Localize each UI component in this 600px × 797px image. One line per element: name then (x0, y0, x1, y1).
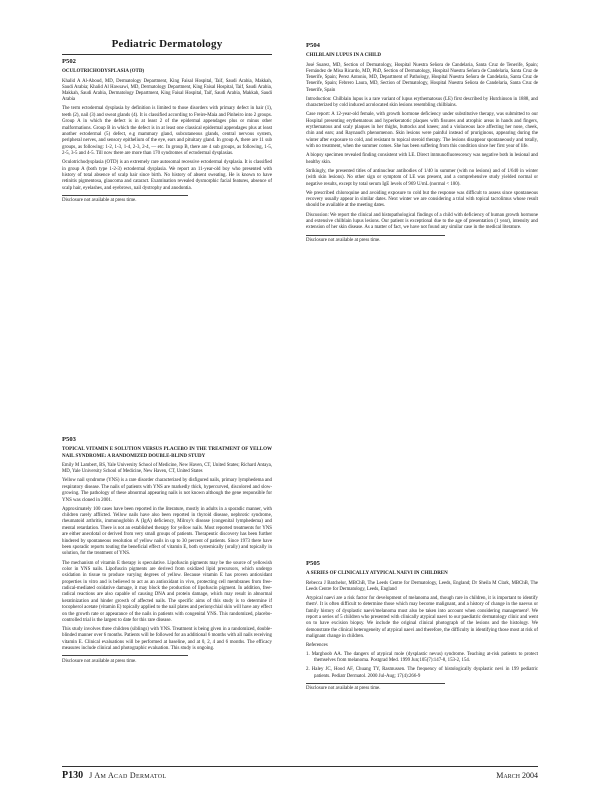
footer-divider (62, 766, 538, 767)
references-heading: References (306, 643, 328, 649)
abstract-paragraph: Strikingly, the presented titles of antinuclear antibodies of 1/40 in summer (with no lesions) and of 1/640 in winter (with skin lesions). No other sign or symptom of LE was present, and a comprehensive study yielded normal or negative results, except by total serum IgE levels of 969 U/mL (normal < 100). (306, 168, 538, 187)
abstract-authors: Khalid A Al-Aboud, MD, Dermatology Department, King Faisal Hospital, Taif, Saudi Arabia, Makkah, Saudi Arabia; Khalid Al Hawsawi, MD, Dermatology Department, King Faisal Hospital, Taif, Saudi Arabia, Makkah, Saudi Arabia, Dermatology Department, King Faisal Hospital, Taif, Saudi Arabia, Makkah, Saudi Arabia (62, 78, 272, 103)
abstract-title: CHILBLAIN LUPUS IN A CHILD (306, 53, 382, 59)
abstract-p502 (62, 58, 272, 208)
abstract-paragraph: A biopsy specimen revealed finding consistent with LE. Direct immunofluorescency was negative both in lesional and healthy skin. (306, 153, 538, 165)
disclosure-text: Disclosure not available at press time. (62, 658, 137, 664)
disclosure-text: Disclosure not available at press time. (306, 238, 381, 244)
disclosure-divider (62, 195, 188, 196)
abstract-paragraph: Case report: A 12-year-old female, with growth hormone deficiency under substitutive therapy, was submitted to our Hospital presenting erythematous and hyperkeratotic plaques with fissures and atrophic areas in hands and fingers, erythematous and scaly plaques in her thighs, buttocks and knees; and a violaceous lace affecting her nose, cheek, chin and ears; and Raynaud's phenomenon. Skin lesions were painful instead of pruriginous, appearing during the winter after exposure to cold, and resistant to topical steroid therapy. The lesions disappear spontaneously and totally, with no treatment, when the summer comes. She has been suffering from this condition since her first year of life. (306, 112, 538, 150)
abstract-paragraph: We prescribed chloroquine and avoiding exposure to cold but the response was difficult to assess since spontaneous recovery usually appear in similar dates. Next winter we are considering a trial with topical tacrolimus whose result should be available at the meeting dates. (306, 190, 538, 209)
abstract-title: A SERIES OF CLINICALLY ATYPICAL NAEVI IN CHILDREN (306, 571, 448, 577)
abstract-paragraph: Oculotrichodysplasia (OTD) is an extremely rare autosomal recessive ectodermal dysplasia. It is classified in group A (both type 1-2-3) ectodermal dysplasia. We report an 11-year-old boy who presented with history of total absence of scalp hair since birth. No history of absent sweating. He is known to have retinitis pigmentosa, glaucoma and cataract. Examination revealed dysmorphic facial features, absence of scalp hair, eyelashes, and eyebrows, nail dystrophy and anodontia. (62, 160, 272, 191)
abstract-paragraph: The mechanism of vitamin E therapy is speculative. Lipofuscin pigments may be the source of yellowish color in YNS nails. Lipofuscin pigments are derived from oxidized lipid precursors, which undergo oxidation in tissue to produce varying degrees of yellow. Because vitamin E has proven antioxidant properties in vitro and is believed to act as an antioxidant in vivo, protecting cell membranes from free-radical-mediated oxidative damage, it may block the production of lipofuscin pigment. In addition, free-radical reactions are also capable of causing DNA and protein damage, which may result in abnormal keratinization and hinder growth of affected nails. The specific aims of this study is to determine if tocopherol acetate (vitamin E) topically applied to the nail plates and perionychial skin will have any effect on the growth rate or appearance of the nails in patients with congenital YNS. This randomized, placebo-controlled trial is the largest to date for this rare disease. (62, 560, 272, 623)
abstract-paragraph: Introduction: Chilblain lupus is a rare variant of lupus erythematosus (LE) first described by Hutchinson in 1888, and characterized by cold induced acrolocated skin lesions resembling chilblains. (306, 96, 538, 108)
journal-name: J Am Acad Dermatol (89, 771, 167, 780)
abstract-paragraph: Discussion: We report the clinical and histopathological findings of a child with deficiency of human growth hormone and extensive chilblain lupus lesions. Our patient is exceptional due to the age of presentation (1 year), intensity and extension of her skin disease. As a matter of fact, we have not found any similar case in the medical literature. (306, 212, 538, 231)
page-number: P130 (62, 770, 84, 781)
disclosure-text: Disclosure not available at press time. (62, 198, 137, 204)
issue-date: March 2004 (496, 771, 538, 780)
abstract-p504 (306, 42, 538, 247)
abstract-paragraph: Yellow nail syndrome (YNS) is a rare disorder characterized by disfigured nails, primary lymphedema and respiratory disease. The nails of patients with YNS are markedly thick, hypercurved, discolored and slow-growing. The pathology of these abnormal appearing nails is not known although the gene responsible for YNS was cloned in 2001. (62, 478, 272, 503)
disclosure-divider (62, 655, 188, 656)
abstract-title: OCULOTRICHODYSPLASIA (OTD) (62, 69, 145, 75)
reference-item: 1. Marghoob AA. The dangers of atypical mole (dysplastic nevus) syndrome. Teaching at-risk patients to protect themselves from melanoma. Postgrad Med. 1999 Jun;105(7):147-8, 153-2, 154. (306, 651, 538, 664)
reference-item: 2. Haley JC, Hood AF, Chuang TY, Rasmussen. The frequency of histologically dysplastic nevi in 199 pediatric patients. Pediatr Dermatol. 2000 Jul-Aug; 17(4):266-9 (306, 667, 538, 679)
abstract-paragraph: The term ectodermal dysplasia by definition is limited to those disorders with primary defect in hair (1), teeth (2), nail (3) and sweat glands (4). It is classified according to Freire-Maia and Pinheiro into 2 groups. Group A in which the defect is in at least 2 of the epidermal appendages plus or minus other malformations. Group B in which the defect is in at least one classical epidermal appendages plus at least another ectodermal (5) defect, e.g mammary gland, subcutaneous glands, central nervous system, peripheral nerves, and sensory epithelium of the eye, ears and pituitary gland. In group A, there are 11 sub groups, as following: 1-2, 1-3, 1-4, 2-3, 2-4, — etc. In group B, there are 4 sub groups, as following, 1-5, 2-5, 3-5 and 4-5. Till now there are more than 170 syndromes of ectodermal dysplasias. (62, 106, 272, 157)
disclosure-divider (306, 683, 445, 684)
section-divider (62, 54, 272, 55)
abstract-authors: José Suarez, MD, Section of Dermatology, Hospital Nuestra Señora de Candelaria, Santa Cruz de Tenerife, Spain; Fernández de Misa Ricardo, MD, PhD, Section of Dermatology, Hospital Nuestra Señora de Candelaria, Santa Cruz de Tenerife, Spain; Perez Antonio, MD, Department of Pathology, Hospital Nuestra Señora de Candelaria, Santa Cruz de Tenerife, Spain; Febrero Laura, MD, Section of Dermatology, Hospital Nuestra Señora de Candelaria, Santa Cruz de Tenerife, Spain (306, 62, 538, 93)
abstract-number: P505 (306, 560, 320, 567)
abstract-number: P502 (62, 58, 76, 65)
disclosure-text: Disclosure not available at press time. (306, 686, 381, 692)
abstract-number: P504 (306, 42, 320, 49)
abstract-paragraph: Atypical naevi are a risk factor for development of melanoma and, though rare in children, it is important to identify them¹. It is often difficult to determine those which may become malignant, and a history of change in the naevus or family history of dysplastic naevi/melanoma must also be taken into account when considering management². We report a series of 5 children who presented with clinically atypical naevi to our paediatric dermatology clinic and went on to have excision biopsy. We include the original clinical photograph of the lesions and the histology. We demonstrate the clinical heterogeneity of atypical naevi and therefore, the difficulty in identifying those most at risk of malignant change in children. (306, 595, 538, 640)
abstract-p505 (306, 560, 538, 695)
abstract-number: P503 (62, 436, 76, 443)
abstract-authors: Emily M Lambert, BS, Yale University School of Medicine, New Haven, CT, United States; Richard Antaya, MD, Yale University School of Medicine, New Haven, CT, United States (62, 463, 272, 475)
abstract-authors: Rebecca J Batchelor, MBChB, The Leeds Centre for Dermatology, Leeds, England; Dr Sheila M Clark, MBChB, The Leeds Centre for Dermatology, Leeds, England (306, 580, 538, 592)
abstract-paragraph: Approximately 100 cases have been reported in the literature, mostly in adults in a sporadic manner, with children rarely afflicted. Yellow nails have also been reported in thyroid disease, nephrotic syndrome, rheumatoid arthritis, immunoglobin A (IgA) deficiency, Milroy's disease (congenital lymphedema) and mental retardation. There is not an established therapy for yellow nails. Most reported treatments for YNS are either anecdotal or derived from very small groups of patients. Therapeutic discovery has been further hindered by spontaneous resolution of yellow nails in up to 30 percent of patients. Since 1973 there have been sporadic reports touting the beneficial effect of vitamin E, both systemically (orally) and topically in solution, for the treatment of YNS. (62, 506, 272, 557)
page-footer (62, 770, 538, 781)
abstract-paragraph: This study involves three children (siblings) with YNS. Treatment is being given in a randomized, double-blinded manner over 6 months. Patients will be followed for an additional 6 months with all nails receiving vitamin E. Clinical evaluations will be performed at baseline, and at 0, 2, 4 and 6 months. The efficacy measures include clinical and photographic evaluation. This study is ongoing. (62, 627, 272, 652)
abstract-p503 (62, 436, 272, 668)
section-title: Pediatric Dermatology (111, 38, 223, 50)
disclosure-divider (306, 235, 445, 236)
abstract-title: TOPICAL VITAMIN E SOLUTION VERSUS PLACEBO IN THE TREATMENT OF YELLOW NAIL SYNDROME: A RANDOMIZED DOUBLE-BLIND STUDY (62, 447, 272, 459)
